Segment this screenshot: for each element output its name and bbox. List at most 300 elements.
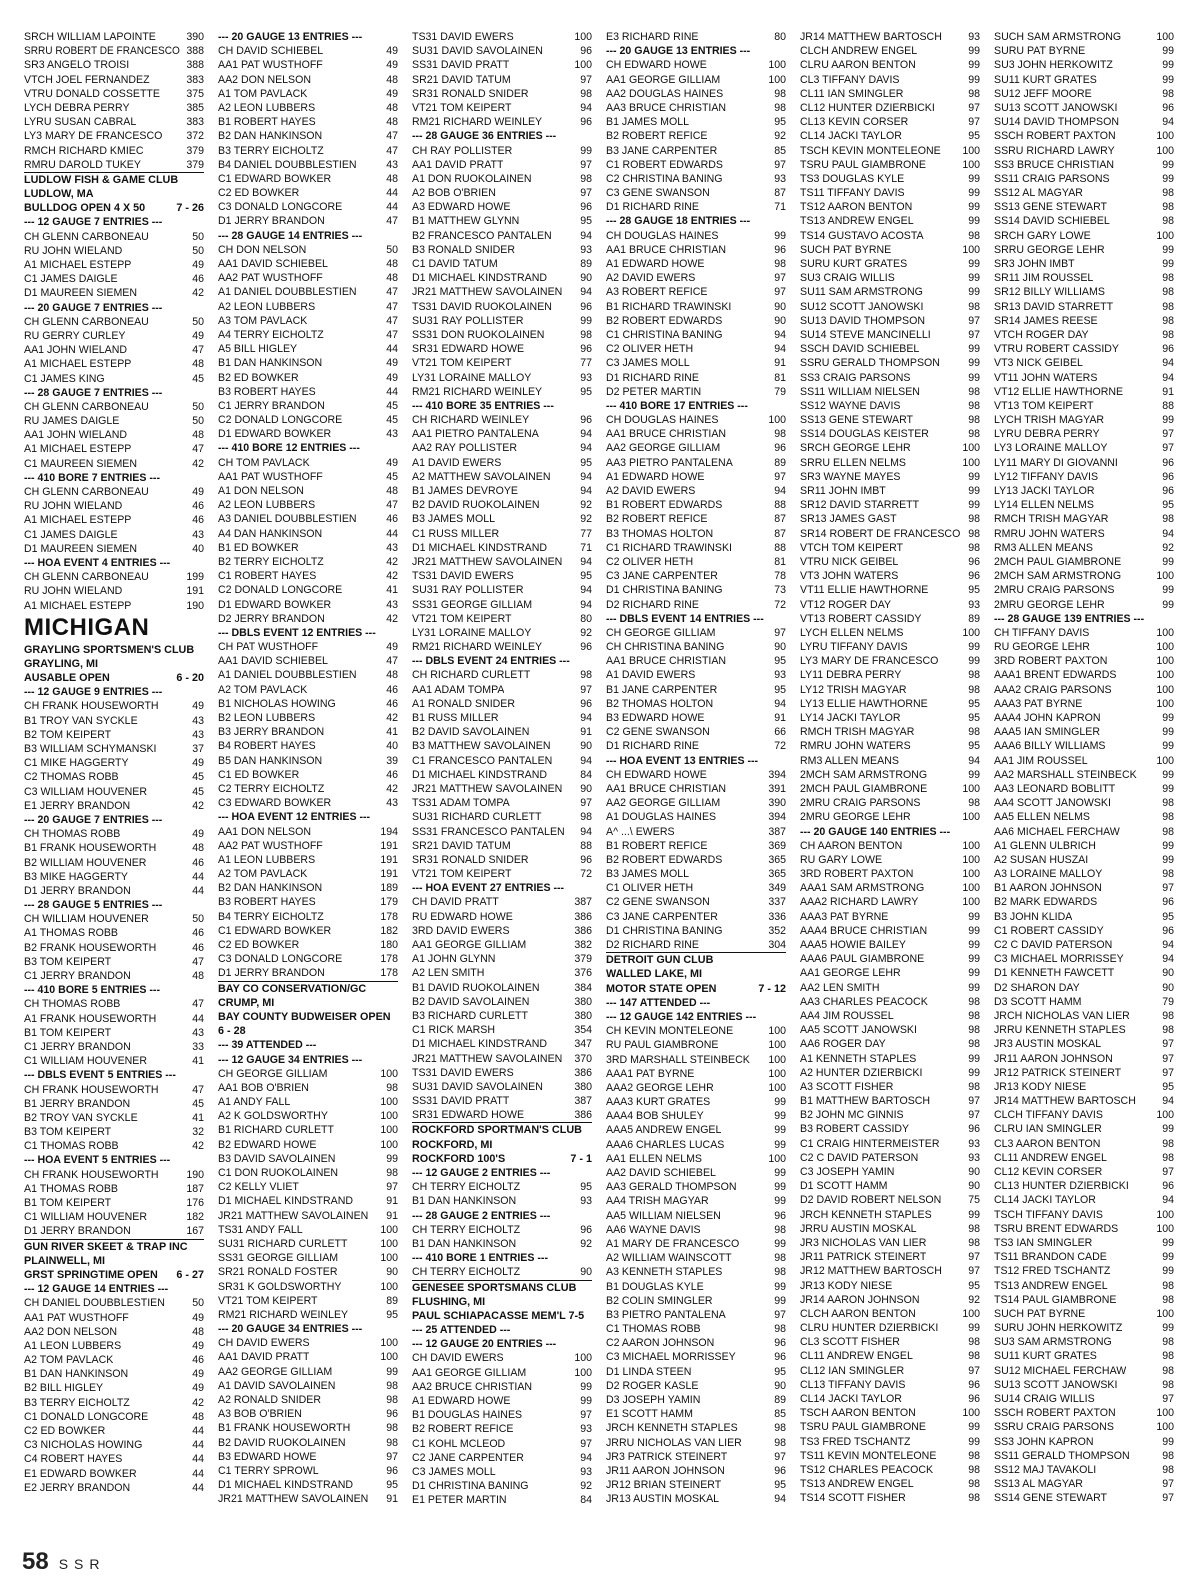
section-header: --- 28 GAUGE 18 ENTRIES ---: [606, 215, 751, 228]
result-row: [412, 1351, 592, 1365]
score: 96: [580, 343, 592, 356]
shooter-name: C2 ED BOWKER: [218, 187, 300, 200]
result-row: [800, 1491, 980, 1505]
shooter-name: TS31 DAVID EWERS: [412, 31, 514, 43]
shooter-name: B2 JOHN MC GINNIS: [800, 1109, 904, 1122]
result-row: [218, 739, 398, 753]
shooter-name: C1 FRANCESCO PANTALEN: [412, 754, 553, 767]
shooter-name: CH TERRY EICHOLTZ: [412, 1223, 521, 1236]
score: 385: [186, 101, 204, 114]
shooter-name: AA2 DON NELSON: [24, 1325, 118, 1338]
result-row: [606, 73, 786, 87]
shooter-name: C3 MICHAEL MORRISSEY: [606, 1351, 736, 1364]
score: 352: [768, 924, 786, 937]
shooter-name: B2 ROBERT REFICE: [412, 1423, 514, 1436]
score: 49: [192, 828, 204, 841]
result-row: [606, 257, 786, 271]
result-row: [218, 668, 398, 682]
score: 92: [580, 513, 592, 526]
shooter-name: A1 DAVID EWERS: [412, 456, 502, 469]
section-header: --- 410 BORE 5 ENTRIES ---: [24, 984, 160, 997]
score: 100: [1156, 1222, 1174, 1235]
result-row: [800, 58, 980, 72]
score: 49: [386, 45, 398, 58]
shooter-name: TS13 ANDREW ENGEL: [800, 1478, 914, 1491]
result-row: [218, 1365, 398, 1379]
result-row: [994, 58, 1174, 72]
shooter-name: D1 KENNETH FAWCETT: [994, 967, 1115, 980]
result-row: [24, 1224, 204, 1239]
result-row: [24, 699, 204, 713]
score: 380: [574, 995, 592, 1008]
score: 49: [192, 1368, 204, 1381]
score: 46: [192, 856, 204, 869]
score: 375: [186, 87, 204, 100]
score: 45: [192, 1097, 204, 1110]
score: 84: [580, 768, 592, 781]
shooter-name: AA3 LEONARD BOBLITT: [994, 782, 1116, 795]
shooter-name: AAA1 PAT BYRNE: [606, 1067, 695, 1080]
result-row: [800, 995, 980, 1009]
result-row: [606, 30, 786, 44]
shooter-name: VTCH TOM KEIPERT: [800, 541, 904, 554]
score: 45: [386, 399, 398, 412]
score: 97: [580, 187, 592, 200]
shooter-name: B3 ROBERT HAYES: [218, 896, 316, 909]
score: 84: [580, 1494, 592, 1507]
shooter-name: CH DANIEL DOUBBLESTIEN: [24, 1297, 165, 1310]
score: 97: [968, 328, 980, 341]
score: 66: [774, 726, 786, 739]
score: 100: [380, 1252, 398, 1265]
shooter-name: VTCH ROGER DAY: [994, 328, 1089, 341]
result-row: [800, 1264, 980, 1278]
result-row: [606, 1379, 786, 1393]
result-row: [606, 1053, 786, 1067]
club-heading: FLUSHING, MI: [412, 1295, 486, 1308]
result-row: [218, 328, 398, 342]
shooter-name: 2MCH PAUL GIAMBRONE: [994, 555, 1122, 568]
shooter-name: SU13 DAVID THOMPSON: [800, 314, 925, 327]
result-row: [606, 328, 786, 342]
score: 99: [968, 967, 980, 980]
result-row: [412, 1023, 592, 1037]
shooter-name: SR21 DAVID TATUM: [412, 839, 511, 852]
shooter-name: AAA5 ANDREW ENGEL: [606, 1124, 722, 1137]
result-row: [800, 583, 980, 597]
shooter-name: CH TERRY EICHOLTZ: [412, 1181, 521, 1194]
shooter-name: SU13 SCOTT JANOWSKI: [994, 1378, 1118, 1391]
result-row: [24, 856, 204, 870]
shooter-name: CLRU HUNTER DZIERBICKI: [800, 1322, 939, 1335]
score: 92: [580, 499, 592, 512]
shooter-name: SU14 CRAIG WILLIS: [994, 1393, 1095, 1405]
result-row: [218, 1407, 398, 1421]
score: 97: [386, 1450, 398, 1463]
result-row: [606, 1223, 786, 1237]
shooter-name: LY13 ELLIE HAWTHORNE: [800, 697, 928, 710]
score: 100: [962, 243, 980, 256]
result-row: [412, 214, 592, 228]
result-row: [412, 754, 592, 768]
result-row: [24, 1381, 204, 1395]
shooter-name: AA2 GEORGE GILLIAM: [606, 442, 721, 455]
score: 94: [580, 428, 592, 441]
result-row: [606, 1492, 786, 1506]
score: 100: [768, 1152, 786, 1165]
shooter-name: CL3 SCOTT FISHER: [800, 1336, 900, 1349]
result-row: [218, 1209, 398, 1223]
score: 48: [192, 842, 204, 855]
shooter-name: RU PAUL GIAMBRONE: [606, 1039, 719, 1052]
result-row: [412, 413, 592, 427]
score: 96: [1162, 485, 1174, 497]
shooter-name: C1 JAMES DAIGLE: [24, 528, 118, 541]
result-row: [218, 342, 398, 356]
shooter-name: C3 DONALD LONGCORE: [218, 201, 343, 214]
result-row: [412, 512, 592, 526]
result-row: [606, 314, 786, 328]
result-row: [606, 1280, 786, 1294]
section-header: --- DBLS EVENT 12 ENTRIES ---: [218, 626, 376, 639]
shooter-name: A1 MICHAEL ESTEPP: [24, 259, 132, 271]
score: 91: [1162, 385, 1174, 398]
page-footer: [22, 1548, 106, 1576]
shooter-name: TSRU PAUL GIAMBRONE: [800, 1421, 926, 1434]
result-row: [24, 1125, 204, 1139]
result-row: [412, 158, 592, 172]
score: 98: [1162, 1024, 1174, 1037]
result-row: [606, 1194, 786, 1208]
score: 97: [580, 73, 592, 86]
result-row: [24, 1410, 204, 1424]
result-row: [412, 739, 592, 753]
result-row: [24, 997, 204, 1011]
result-row: [412, 484, 592, 498]
result-row: [800, 1420, 980, 1434]
section-header: --- 28 GAUGE 7 ENTRIES ---: [24, 386, 163, 399]
shooter-name: C2 DONALD LONGCORE: [218, 414, 343, 427]
shooter-name: C3 JAMES MOLL: [606, 357, 690, 370]
score: 98: [968, 1463, 980, 1476]
result-row: [412, 1194, 592, 1208]
result-row: [994, 1080, 1174, 1094]
shooter-name: AAA6 PAUL GIAMBRONE: [800, 953, 925, 966]
shooter-name: CH CHRISTINA BANING: [606, 641, 725, 654]
shooter-name: AA2 GEORGE GILLIAM: [606, 797, 721, 810]
result-row: [994, 271, 1174, 285]
result-row: [218, 938, 398, 952]
score: 97: [1162, 882, 1174, 895]
score: 96: [774, 1209, 786, 1222]
result-row: [994, 512, 1174, 526]
result-row: [412, 555, 592, 569]
shooter-name: C1 RICHARD TRAWINSKI: [606, 541, 732, 554]
score: 73: [774, 584, 786, 597]
shooter-name: 3RD ROBERT PAXTON: [800, 868, 914, 881]
score: 90: [580, 1266, 592, 1279]
shooter-name: B1 DOUGLAS KYLE: [606, 1280, 704, 1293]
club-heading: GUN RIVER SKEET & TRAP INC: [24, 1240, 188, 1253]
result-row: [800, 938, 980, 952]
score: 96: [968, 1123, 980, 1136]
result-row: [800, 796, 980, 810]
result-row: [800, 541, 980, 555]
score: 99: [968, 1066, 980, 1079]
result-row: [994, 385, 1174, 399]
shooter-name: CL3 TIFFANY DAVIS: [800, 73, 900, 86]
shooter-name: A3 EDWARD HOWE: [412, 201, 511, 214]
shooter-name: 2MCH SAM ARMSTRONG: [800, 768, 928, 781]
result-row: [606, 867, 786, 881]
result-row: [800, 470, 980, 484]
score: 386: [574, 924, 592, 937]
result-row: [606, 300, 786, 314]
shooter-name: C3 WILLIAM HOUVENER: [24, 785, 148, 798]
result-row: [800, 512, 980, 526]
score: 97: [580, 797, 592, 810]
result-row: [606, 1450, 786, 1464]
shooter-name: LYCH TRISH MAGYAR: [994, 414, 1105, 427]
result-row: [218, 371, 398, 385]
shooter-name: B3 JAMES MOLL: [412, 513, 496, 526]
result-row: [800, 342, 980, 356]
shooter-name: B1 JERRY BRANDON: [24, 1097, 131, 1110]
score: 44: [192, 1481, 204, 1494]
result-row: [994, 895, 1174, 909]
score: 96: [580, 697, 592, 710]
score: 99: [1162, 598, 1174, 611]
score: 99: [774, 229, 786, 242]
result-row: [800, 1080, 980, 1094]
shooter-name: LYRU SUSAN CABRAL: [24, 116, 137, 129]
shooter-name: SS31 DAVID PRATT: [412, 1095, 510, 1108]
result-row: [800, 1151, 980, 1165]
score: 100: [768, 1025, 786, 1038]
result-row: [800, 895, 980, 909]
score: 79: [1162, 995, 1174, 1008]
result-row: [800, 158, 980, 172]
shooter-name: D2 JERRY BRANDON: [218, 612, 325, 625]
shooter-name: JR14 AARON JOHNSON: [800, 1293, 920, 1306]
result-row: [994, 1094, 1174, 1108]
score: 99: [968, 172, 980, 185]
shooter-name: TS31 DAVID RUOKOLAINEN: [412, 300, 552, 313]
result-row: [218, 399, 398, 413]
score: 376: [574, 967, 592, 980]
score: 47: [386, 499, 398, 512]
score: 98: [968, 229, 980, 242]
score: 99: [1162, 853, 1174, 866]
result-row: [606, 498, 786, 512]
score: 81: [774, 555, 786, 568]
shooter-name: C1 DAVID TATUM: [412, 258, 498, 270]
shooter-name: B3 DAVID SAVOLAINEN: [218, 1152, 336, 1165]
shooter-name: TS13 ANDREW ENGEL: [994, 1279, 1108, 1292]
event-name: ROCKFORD 100'S: [412, 1152, 506, 1165]
shooter-name: AAA5 IAN SMINGLER: [994, 726, 1100, 739]
shooter-name: A4 DAN HANKINSON: [218, 527, 323, 540]
shooter-name: RM21 RICHARD WEINLEY: [412, 641, 543, 654]
score: 46: [386, 697, 398, 710]
score: 43: [386, 598, 398, 611]
shooter-name: B3 TOM KEIPERT: [24, 955, 112, 968]
score: 98: [1162, 272, 1174, 285]
result-row: [412, 1094, 592, 1108]
result-row: [606, 910, 786, 924]
score: 100: [962, 782, 980, 795]
score: 47: [386, 655, 398, 668]
result-row: [218, 58, 398, 72]
result-row: [218, 1223, 398, 1237]
result-row: [800, 186, 980, 200]
shooter-name: CH FRANK HOUSEWORTH: [24, 1083, 159, 1096]
shooter-name: SS11 CRAIG PARSONS: [994, 172, 1110, 185]
result-row: [606, 1322, 786, 1336]
shooter-name: SS11 WILLIAM NIELSEN: [800, 385, 920, 398]
result-row: [412, 810, 592, 824]
score: 97: [968, 1109, 980, 1122]
result-row: [412, 115, 592, 129]
score: 98: [774, 1266, 786, 1279]
shooter-name: SU11 KURT GRATES: [994, 1350, 1097, 1363]
event-name: MOTOR STATE OPEN: [606, 982, 717, 995]
shooter-name: A1 ANDY FALL: [218, 1096, 291, 1109]
result-row: [994, 186, 1174, 200]
section-header: --- 12 GAUGE 20 ENTRIES ---: [412, 1338, 557, 1351]
score: 71: [580, 541, 592, 554]
result-row: [412, 995, 592, 1009]
score: 98: [386, 1081, 398, 1094]
shooter-name: C1 TERRY SPROWL: [218, 1464, 319, 1477]
result-row: [800, 668, 980, 682]
result-row: [994, 1052, 1174, 1066]
shooter-name: D1 EDWARD BOWKER: [218, 428, 332, 441]
result-row: [24, 87, 204, 101]
result-row: [606, 1421, 786, 1435]
score: 92: [1162, 541, 1174, 554]
score: 99: [1162, 712, 1174, 724]
shooter-name: TS11 TIFFANY DAVIS: [800, 187, 905, 200]
shooter-name: RMRU DAROLD TUKEY: [24, 158, 141, 171]
result-row: [606, 555, 786, 569]
result-row: [412, 144, 592, 158]
score: 99: [1162, 73, 1174, 86]
shooter-name: AA4 SCOTT JANOWSKI: [994, 797, 1111, 810]
shooter-name: D1 CHRISTINA BANING: [606, 584, 723, 597]
section-header: --- 410 BORE 7 ENTRIES ---: [24, 471, 160, 484]
score: 96: [1162, 470, 1174, 483]
result-row: [218, 1280, 398, 1294]
result-row: [994, 115, 1174, 129]
result-row: [800, 498, 980, 512]
score: 100: [574, 31, 592, 43]
score: 95: [774, 116, 786, 129]
score: 49: [192, 1311, 204, 1324]
score: 100: [962, 868, 980, 881]
result-row: [24, 1168, 204, 1182]
score: 347: [574, 1038, 592, 1051]
score: 46: [386, 683, 398, 696]
result-row: [606, 938, 786, 953]
result-row: [994, 371, 1174, 385]
result-row: [24, 799, 204, 813]
score: 100: [380, 1280, 398, 1293]
score: 92: [968, 1293, 980, 1306]
shooter-name: SU11 SAM ARMSTRONG: [800, 286, 923, 299]
score: 88: [774, 541, 786, 554]
result-row: [994, 484, 1174, 498]
score: 100: [1156, 641, 1174, 654]
shooter-name: A1 MICHAEL ESTEPP: [24, 599, 132, 612]
shooter-name: 2MRU CRAIG PARSONS: [994, 584, 1115, 597]
score: 97: [968, 1265, 980, 1278]
shooter-name: B2 TOM KEIPERT: [24, 728, 112, 741]
shooter-name: AA2 DON NELSON: [218, 73, 312, 86]
result-row: [412, 1422, 592, 1436]
shooter-name: RMCH TRISH MAGYAR: [994, 513, 1109, 526]
score: 191: [380, 853, 398, 866]
score: 98: [1162, 1151, 1174, 1164]
result-row: [800, 1179, 980, 1193]
shooter-name: CH DAVID PRATT: [412, 896, 499, 909]
result-row: [24, 941, 204, 955]
result-row: [24, 1196, 204, 1210]
score: 98: [1162, 87, 1174, 100]
score: 94: [1162, 1095, 1174, 1108]
score: 100: [962, 853, 980, 866]
section-header: --- 12 GAUGE 9 ENTRIES ---: [24, 686, 163, 699]
score: 100: [962, 811, 980, 824]
shooter-name: B2 ROBERT REFICE: [606, 130, 708, 143]
result-row: [218, 966, 398, 981]
result-row: [606, 413, 786, 427]
result-row: [24, 485, 204, 499]
event-date: 6 - 27: [176, 1268, 204, 1281]
shooter-name: LYRU TIFFANY DAVIS: [800, 641, 908, 654]
result-row: [800, 1321, 980, 1335]
result-row: [800, 285, 980, 299]
shooter-name: C1 CHRISTINA BANING: [606, 328, 723, 341]
score: 96: [1162, 101, 1174, 114]
result-row: [994, 456, 1174, 470]
shooter-name: RU JOHN WIELAND: [24, 244, 123, 257]
shooter-name: AA1 BRUCE CHRISTIAN: [606, 655, 727, 668]
shooter-name: AA4 JIM ROUSSEL: [800, 1009, 894, 1022]
score: 90: [1162, 981, 1174, 994]
result-row: [606, 1152, 786, 1166]
shooter-name: SS14 DOUGLAS KEISTER: [800, 428, 929, 441]
score: 98: [968, 527, 980, 540]
shooter-name: 2MCH SAM ARMSTRONG: [994, 570, 1122, 583]
result-row: [800, 328, 980, 342]
shooter-name: E1 EDWARD BOWKER: [24, 1467, 137, 1480]
score: 98: [968, 87, 980, 100]
result-row: [218, 541, 398, 555]
score: 95: [968, 740, 980, 753]
score: 99: [968, 939, 980, 951]
result-row: [218, 44, 398, 58]
shooter-name: TS14 PAUL GIAMBRONE: [994, 1293, 1117, 1306]
result-row: [994, 668, 1174, 682]
score: 96: [774, 442, 786, 455]
shooter-name: VTRU DONALD COSSETTE: [24, 87, 160, 100]
result-row: [218, 1081, 398, 1095]
shooter-name: TSRU BRENT EDWARDS: [994, 1222, 1119, 1235]
shooter-name: AAA6 CHARLES LUCAS: [606, 1138, 725, 1151]
result-row: [218, 1067, 398, 1081]
score: 99: [1162, 1236, 1174, 1249]
